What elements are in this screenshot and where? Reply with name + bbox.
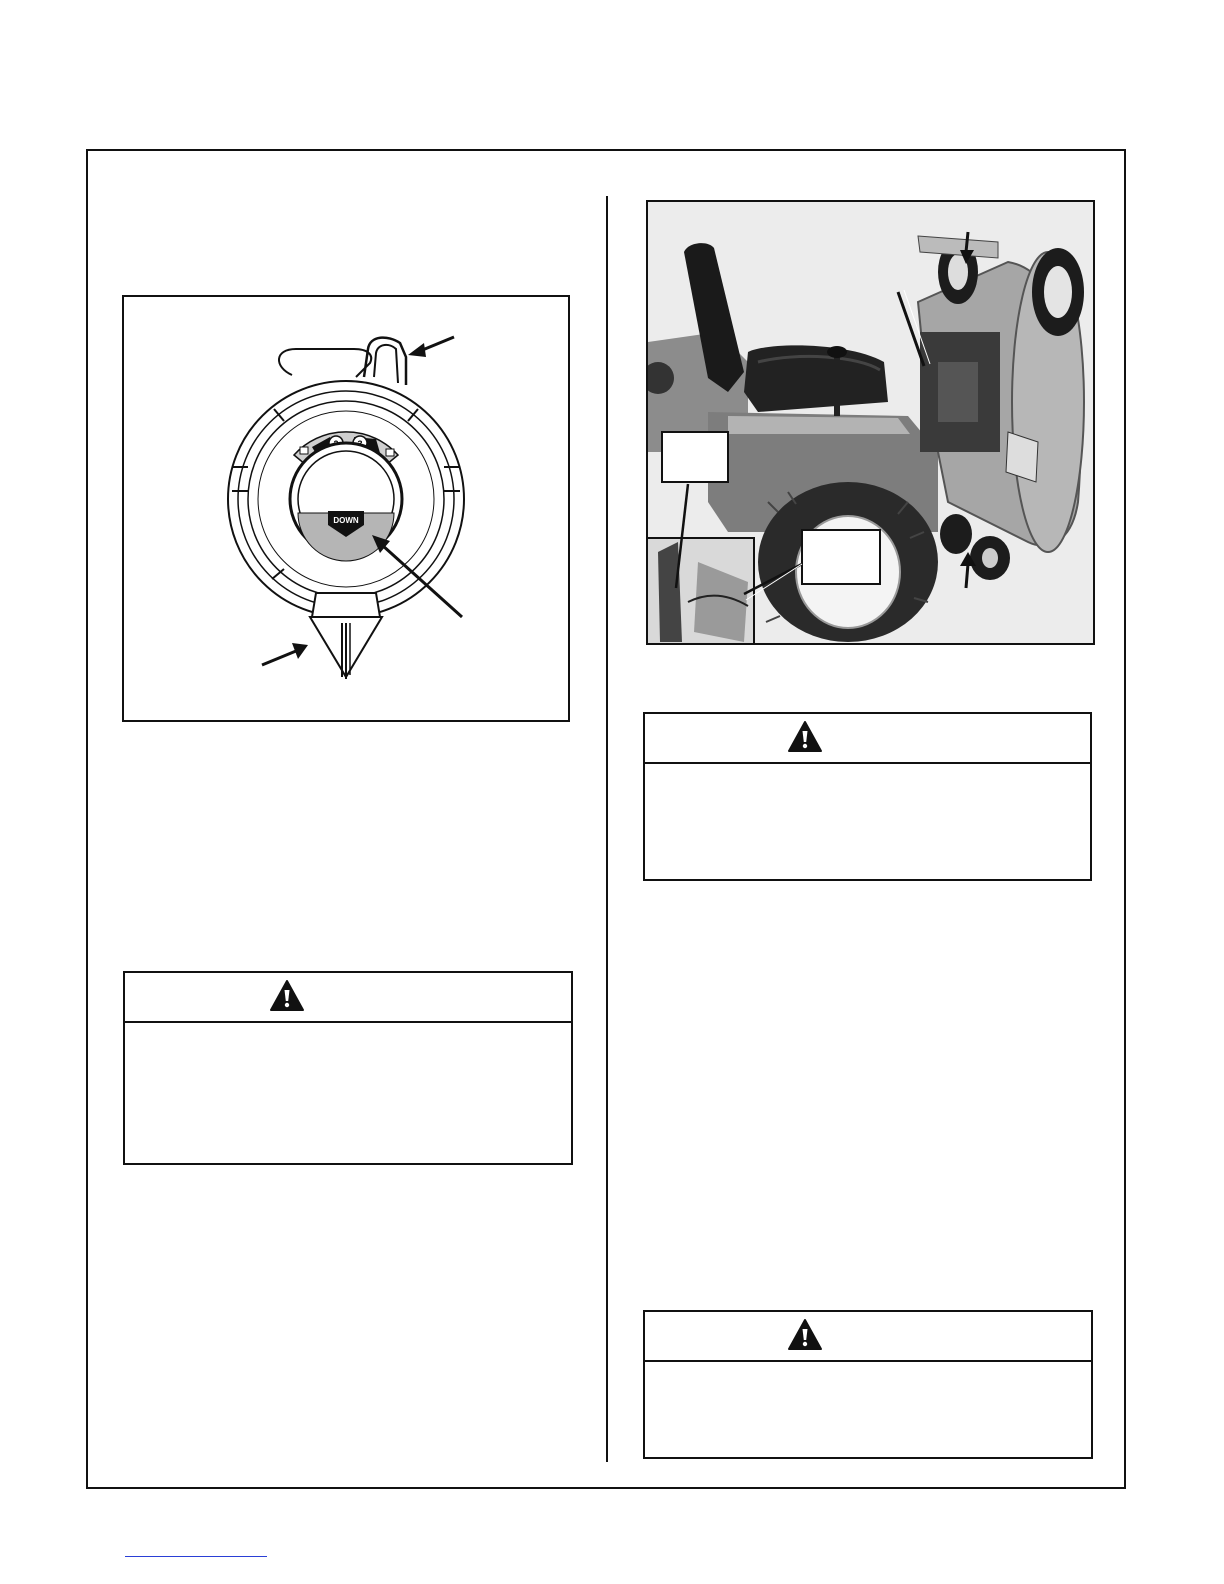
warning-triangle-icon	[269, 979, 305, 1013]
warning-triangle-icon	[787, 720, 823, 754]
warning-box-3-header	[645, 1312, 1091, 1362]
column-divider	[606, 196, 608, 1462]
warning-box-1-header	[645, 714, 1090, 764]
warning-box-3	[643, 1310, 1093, 1459]
warning-box-1	[643, 712, 1092, 881]
mower-photo	[648, 202, 1093, 643]
callout-arrow-valve	[262, 643, 308, 665]
figure-gauge	[122, 295, 570, 722]
gauge-down-label: DOWN	[333, 516, 359, 525]
figure-mower-photo	[646, 200, 1095, 645]
gauge-illustration	[124, 297, 568, 720]
footer-link-underline[interactable]	[125, 1556, 267, 1557]
warning-triangle-icon	[787, 1318, 823, 1352]
warning-box-2-header	[125, 973, 571, 1023]
warning-box-2	[123, 971, 573, 1165]
callout-arrow-hanger	[408, 337, 454, 357]
